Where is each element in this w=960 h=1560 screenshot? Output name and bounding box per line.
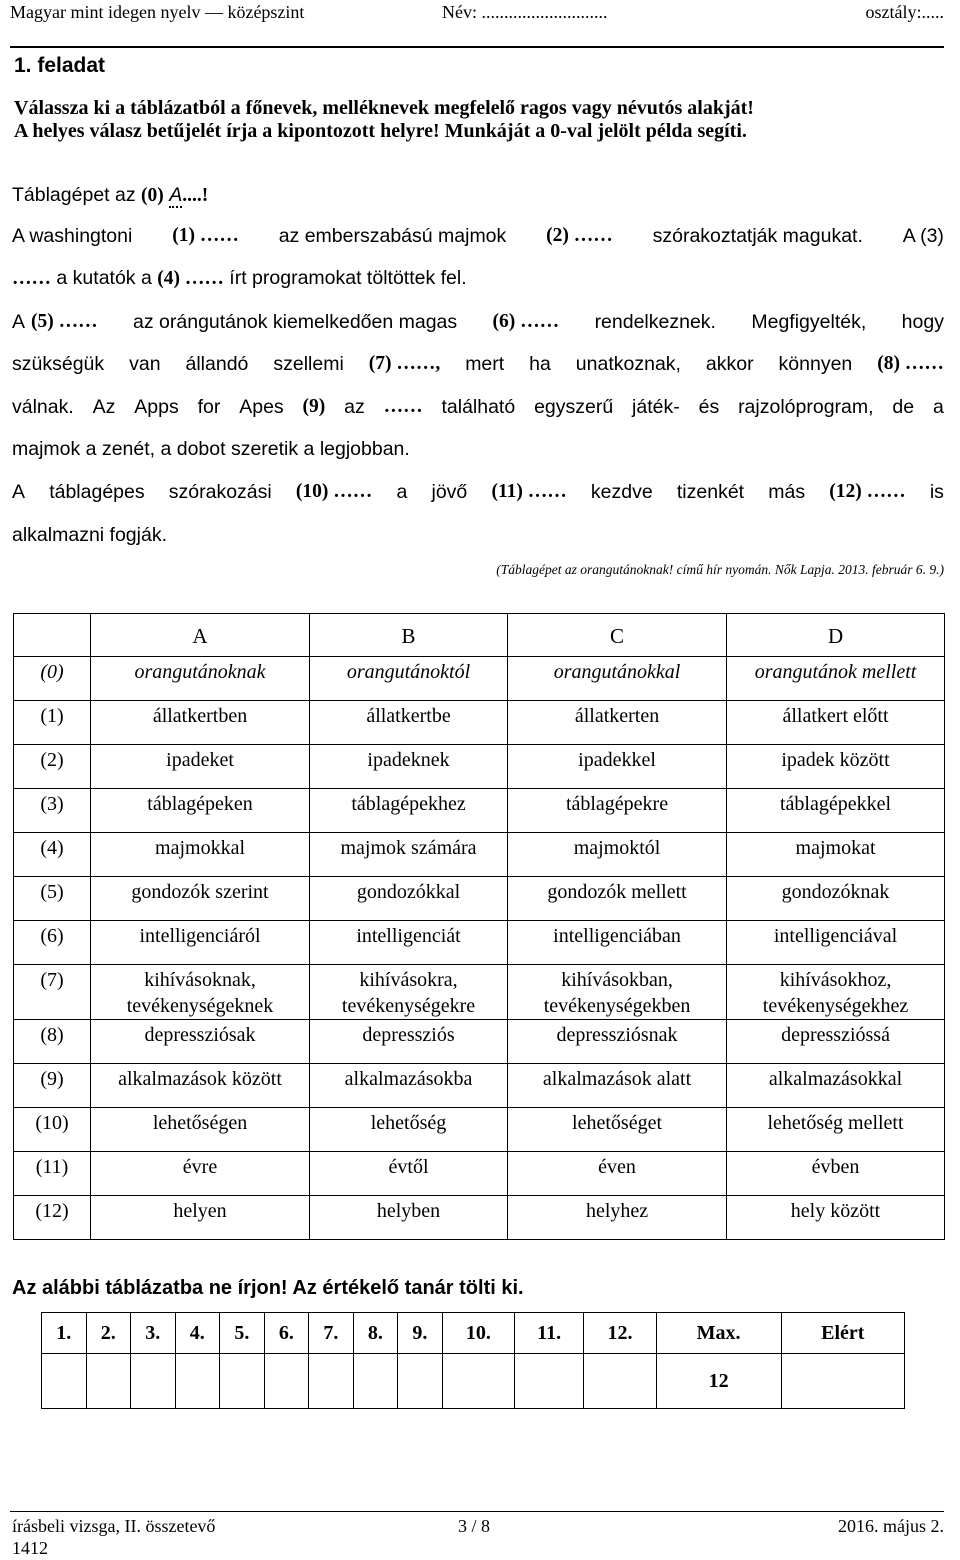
answer-option: éven [508,1152,727,1196]
grading-header-cell: 5. [220,1313,265,1354]
answer-option: depressziósak [91,1020,310,1064]
row-number: (0) [14,657,91,701]
text-line-5: szükségük van állandó szellemi (7) ……, mert ha unatkoznak, akkor könnyen (8) …… [12,353,944,375]
answer-table [13,613,945,1240]
answer-option: állatkert előtt [727,701,945,745]
answer-option: ipadekkel [508,745,727,789]
row-number: (10) [14,1108,91,1152]
answer-option: depressziós [310,1020,508,1064]
grading-header-cell: 9. [398,1313,443,1354]
score-cell [175,1354,220,1409]
row-number: (8) [14,1020,91,1064]
answer-option: gondozók szerint [91,877,310,921]
answer-option: alkalmazásokkal [727,1064,945,1108]
task-title: 1. feladat [14,54,106,77]
answer-option: évre [91,1152,310,1196]
gap-9[interactable]: …… [383,396,423,417]
answer-option: alkalmazások alatt [508,1064,727,1108]
answer-option: ipadeknek [310,745,508,789]
answer-option: helyen [91,1196,310,1240]
answer-option: gondozóknak [727,877,945,921]
table-row [14,1152,945,1196]
answer-option: kihívásokban, tevékenységekben [508,965,727,1020]
grading-note: Az alábbi táblázatba ne írjon! Az értékelő tanár tölti ki. [12,1277,524,1299]
answer-option: lehetőséget [508,1108,727,1152]
answer-option: majmokkal [91,833,310,877]
answer-option: lehetőségen [91,1108,310,1152]
text-line-7: majmok a zenét, a dobot szeretik a legjobban. [12,438,410,460]
grading-header-cell: 12. [584,1313,656,1354]
footer-rule [10,1511,944,1512]
score-cell [781,1354,904,1409]
gap-11[interactable]: (11) …… [491,481,567,502]
row-number: (3) [14,789,91,833]
answer-option: helyhez [508,1196,727,1240]
answer-option: táblagépeken [91,789,310,833]
grading-header-cell: 2. [86,1313,131,1354]
example-answer: A [169,184,183,206]
footer-page-number: 3 / 8 [458,1516,491,1536]
footer-exam-part: írásbeli vizsga, II. összetevő [12,1516,216,1536]
answer-option: orangutánoktól [310,657,508,701]
answer-option: ipadek között [727,745,945,789]
row-number: (2) [14,745,91,789]
gap-3[interactable]: …… [12,268,51,289]
answer-option: lehetőség mellett [727,1108,945,1152]
footer-code: 1412 [12,1538,48,1558]
grading-header-cell: 6. [264,1313,309,1354]
text-line-6: válnak. Az Apps for Apes (9) az …… található egyszerű játék- és rajzolóprogram, de a [12,396,944,418]
table-row [14,1020,945,1064]
max-points: 12 [656,1354,781,1409]
row-number: (11) [14,1152,91,1196]
answer-option: majmok számára [310,833,508,877]
name-field-label: Név: ............................ [442,2,608,22]
table-header-cell: B [310,614,508,657]
class-field-label: osztály:..... [865,2,944,22]
text-line-1: Táblagépet az (0) A....! [12,184,209,206]
answer-option: ipadeket [91,745,310,789]
answer-option: majmoktól [508,833,727,877]
table-row [14,701,945,745]
table-row [14,833,945,877]
table-row [14,1064,945,1108]
score-cell [398,1354,443,1409]
instruction-line-2: A helyes válasz betűjelét írja a kipontozott helyre! Munkáját a 0-val jelölt példa segíti. [14,120,747,142]
gap-6[interactable]: (6) …… [492,311,560,332]
answer-option: hely között [727,1196,945,1240]
score-cell [264,1354,309,1409]
grading-header-cell: 4. [175,1313,220,1354]
row-number: (9) [14,1064,91,1108]
table-header-cell [14,614,91,657]
score-cell [42,1354,87,1409]
table-row [14,789,945,833]
score-cell [584,1354,656,1409]
grading-header-cell: 11. [514,1313,583,1354]
grading-header-cell: 3. [131,1313,176,1354]
table-row [14,921,945,965]
answer-option: alkalmazásokba [310,1064,508,1108]
table-row [14,1108,945,1152]
table-row [14,745,945,789]
exam-subject: Magyar mint idegen nyelv — középszint [10,2,305,22]
answer-option: évtől [310,1152,508,1196]
answer-option: majmokat [727,833,945,877]
source-citation: (Táblagépet az orangutánoknak! című hír nyomán. Nők Lapja. 2013. február 6. 9.) [496,562,944,577]
gap-1[interactable]: (1) …… [172,225,239,246]
row-number: (12) [14,1196,91,1240]
gap-9-label: (9) [302,396,326,417]
answer-option: táblagépekkel [727,789,945,833]
answer-option: állatkertben [91,701,310,745]
row-number: (4) [14,833,91,877]
answer-option: intelligenciában [508,921,727,965]
answer-option: állatkerten [508,701,727,745]
row-number: (6) [14,921,91,965]
table-row [14,965,945,1020]
answer-option: gondozók mellett [508,877,727,921]
text-line-9: alkalmazni fogják. [12,524,167,546]
gap-7[interactable]: (7) ……, [368,353,441,374]
score-cell [131,1354,176,1409]
table-header-cell: A [91,614,310,657]
row-number: (5) [14,877,91,921]
table-row [14,1196,945,1240]
table-row [14,657,945,701]
grading-table [41,1312,905,1409]
page-header [10,0,944,26]
gap-10[interactable]: (10) …… [295,481,373,502]
table-header-cell: C [508,614,727,657]
answer-option: alkalmazások között [91,1064,310,1108]
score-cell [353,1354,398,1409]
score-cell [86,1354,131,1409]
answer-option: intelligenciát [310,921,508,965]
gap-5[interactable]: (5) …… [31,311,98,332]
grading-header-cell: 1. [42,1313,87,1354]
footer-date: 2016. május 2. [838,1516,944,1536]
table-row [14,877,945,921]
grading-header-cell: Elért [781,1313,904,1354]
text-line-2: A washingtoni (1) …… az emberszabású majmok (2) …… szórakoztatják magukat. A (3) [12,225,944,247]
answer-option: táblagépekre [508,789,727,833]
row-number: (1) [14,701,91,745]
answer-option: évben [727,1152,945,1196]
answer-option: intelligenciáról [91,921,310,965]
row-number: (7) [14,965,91,1020]
answer-option: helyben [310,1196,508,1240]
answer-option: kihívásokra, tevékenységekre [310,965,508,1020]
answer-option: intelligenciával [727,921,945,965]
grading-header-cell: Max. [656,1313,781,1354]
gap-12[interactable]: (12) …… [829,481,906,502]
answer-option: állatkertbe [310,701,508,745]
gap-8[interactable]: (8) …… [877,353,944,374]
score-cell [309,1354,354,1409]
score-cell [514,1354,583,1409]
score-cell [442,1354,514,1409]
answer-option: depressziósnak [508,1020,727,1064]
gap-4[interactable]: (4) …… [157,268,224,289]
gap-2[interactable]: (2) …… [546,225,613,246]
answer-option: kihívásoknak, tevékenységeknek [91,965,310,1020]
grading-header-cell: 10. [442,1313,514,1354]
text-line-4: A (5) …… az orángutánok kiemelkedően magas (6) …… rendelkeznek. Megfigyelték, hogy [12,311,944,333]
answer-option: lehetőség [310,1108,508,1152]
answer-option: orangutánokkal [508,657,727,701]
text-line-8: A táblagépes szórakozási (10) …… a jövő (11) …… kezdve tizenkét más (12) …… is [12,481,944,503]
header-rule [10,46,944,48]
grading-header-cell: 7. [309,1313,354,1354]
table-header-cell: D [727,614,945,657]
answer-option: gondozókkal [310,877,508,921]
answer-option: orangutánok mellett [727,657,945,701]
instruction-line-1: Válassza ki a táblázatból a főnevek, melléknevek megfelelő ragos vagy névutós alakját! [14,97,754,119]
answer-option: kihívásokhoz, tevékenységekhez [727,965,945,1020]
text-line-3: …… a kutatók a (4) …… írt programokat töltöttek fel. [12,267,467,289]
score-cell [220,1354,265,1409]
answer-option: táblagépekhez [310,789,508,833]
answer-option: depresszióssá [727,1020,945,1064]
answer-option: orangutánoknak [91,657,310,701]
grading-header-cell: 8. [353,1313,398,1354]
